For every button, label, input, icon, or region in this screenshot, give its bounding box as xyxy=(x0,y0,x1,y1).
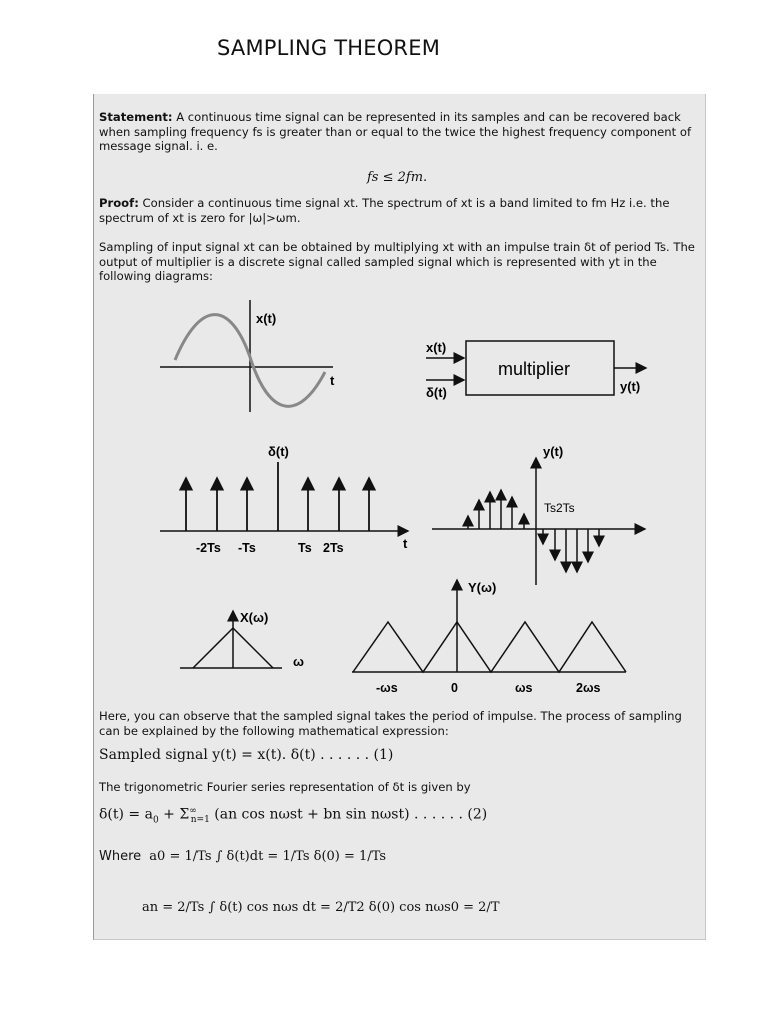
proof-label: Proof: xyxy=(99,196,139,210)
yt-ticks-label: Ts2Ts xyxy=(544,501,575,515)
xt-t-label: t xyxy=(330,373,335,388)
delta-tick-label: Ts xyxy=(298,541,312,555)
xt-label: x(t) xyxy=(256,311,277,326)
equation-4: an = 2/Ts ∫ δ(t) cos nωs dt = 2/T2 δ(0) cos nωs0 = 2/T xyxy=(142,900,500,915)
multiplier-label: multiplier xyxy=(498,359,571,379)
proof-text: Consider a continuous time signal xt. The spectrum of xt is a band limited to fm Hz i.e. the spectrum of xt is zero for |ω|>ωm. xyxy=(99,196,670,225)
multiplier-block xyxy=(426,340,646,400)
equation-3: a0 = 1/Ts ∫ δ(t)dt = 1/Ts δ(0) = 1/Ts xyxy=(149,849,387,864)
equation-2: $\delta(t) = a_0 + \Sigma^\infty_{n=1}$ (an cos nωst + bn sin nωst) . . . . . . (2) xyxy=(99,806,488,826)
delta-tick-label: -Ts xyxy=(238,541,256,555)
Yw-plot xyxy=(352,580,626,695)
fourier-paragraph: The trigonometric Fourier series representation of δt is given by xyxy=(99,780,471,794)
mult-in1-label: x(t) xyxy=(426,340,447,355)
eq2-tail: (an cos nωst + bn sin nωst) . . . . . . (2) xyxy=(214,806,488,823)
eq2-lhs: δ(t) = a xyxy=(99,806,153,823)
statement-text: A continuous time signal can be represented in its samples and can be recovered back when sampling frequency fs is greater than or equal to the twice the highest frequency component of message signal. i. e. xyxy=(99,110,692,154)
Yw-tick-label: -ωs xyxy=(376,681,398,695)
Xw-label: X(ω) xyxy=(240,610,269,625)
Yw-label: Y(ω) xyxy=(468,580,497,595)
Yw-tick-label: ωs xyxy=(515,681,533,695)
equation-3-row xyxy=(99,849,386,864)
w-label: ω xyxy=(293,654,304,669)
delta-train-plot xyxy=(160,444,408,555)
delta-label: δ(t) xyxy=(268,444,289,459)
xt-plot xyxy=(160,300,335,412)
equation-1: Sampled signal y(t) = x(t). δ(t) . . . . . . (1) xyxy=(99,747,394,763)
mult-in2-label: δ(t) xyxy=(426,385,447,400)
Yw-tick-label: 0 xyxy=(451,681,458,695)
page-title: SAMPLING THEOREM xyxy=(217,36,441,60)
observe-paragraph: Here, you can observe that the sampled signal takes the period of impulse. The process of sampling can be explained by the following mathematical expression: xyxy=(99,709,682,738)
mult-out-label: y(t) xyxy=(620,379,641,394)
yt-label: y(t) xyxy=(543,444,564,459)
Yw-triangles xyxy=(353,622,626,672)
statement-formula: fs ≤ 2fm. xyxy=(367,170,428,185)
yt-plot xyxy=(432,444,645,585)
delta-tick-label: -2Ts xyxy=(196,541,221,555)
Yw-tick-label: 2ωs xyxy=(576,681,601,695)
statement-label: Statement: xyxy=(99,110,173,124)
where-label: Where xyxy=(99,849,142,864)
delta-tick-label: 2Ts xyxy=(323,541,344,555)
sampling-paragraph: Sampling of input signal xt can be obtained by multiplying xt with an impulse train δt of period Ts. The output of multiplier is a discrete signal called sampled signal which is represented with yt in the following diagrams: xyxy=(99,240,695,284)
Xw-plot xyxy=(180,610,304,669)
delta-t-label: t xyxy=(403,536,408,551)
